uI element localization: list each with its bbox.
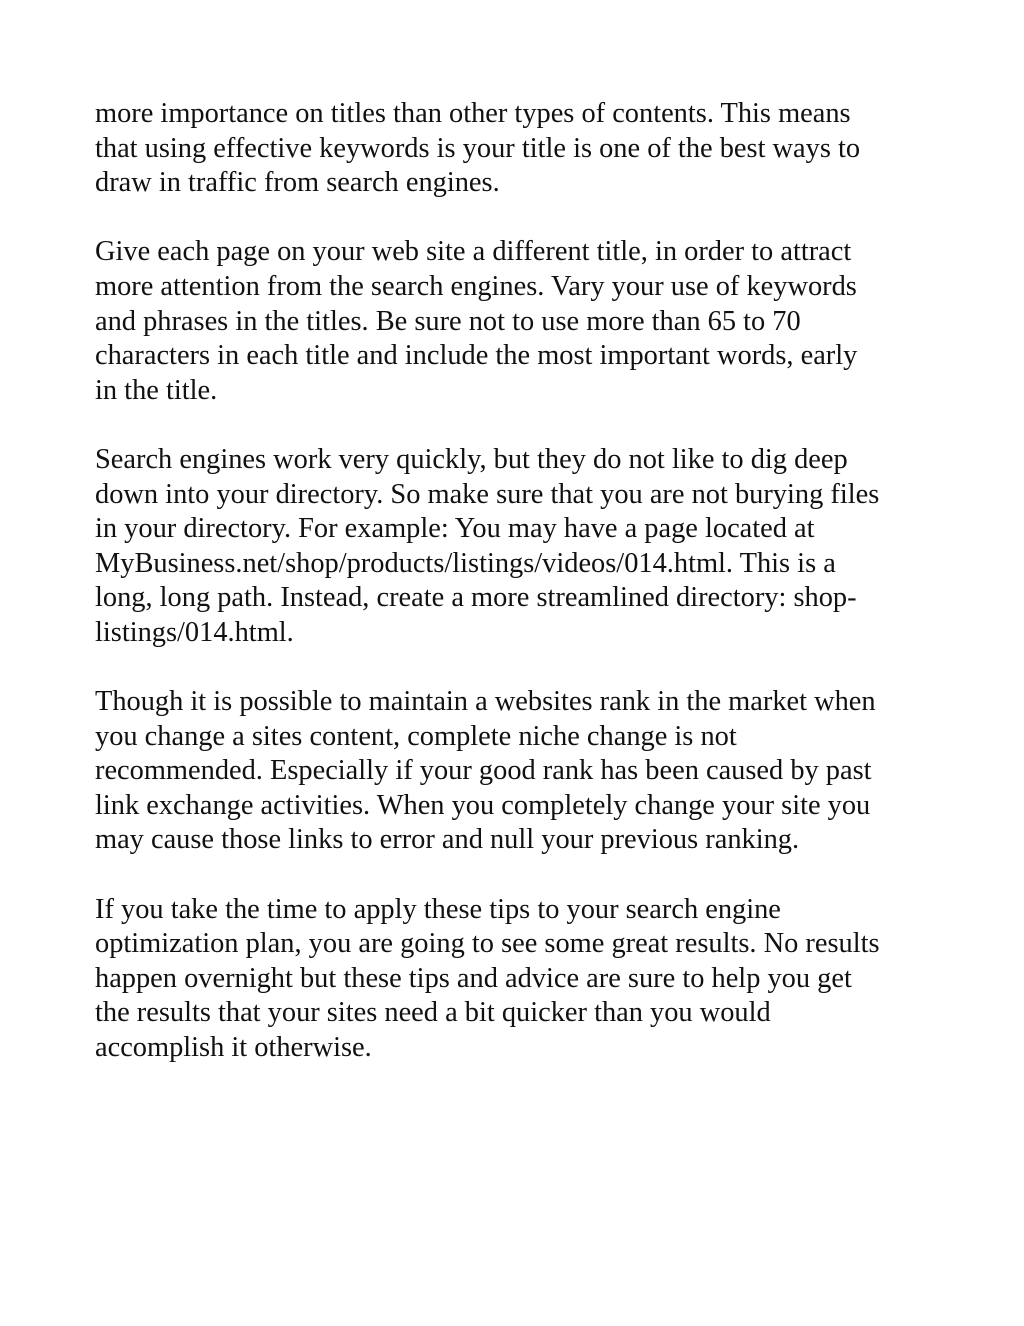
- paragraph-2: [95, 235, 955, 408]
- text-line: in the title.: [95, 374, 218, 406]
- paragraph-5: [95, 893, 955, 1066]
- paragraph-3: [95, 443, 955, 651]
- text-line: Give each page on your web site a different title, in order to attract: [95, 236, 852, 268]
- text-line: optimization plan, you are going to see some great results. No results: [95, 928, 880, 960]
- document-body: [95, 97, 955, 1100]
- text-line: down into your directory. So make sure that you are not burying files: [95, 478, 880, 510]
- text-line: recommended. Especially if your good rank has been caused by past: [95, 755, 872, 787]
- text-line: MyBusiness.net/shop/products/listings/videos/014.html. This is a: [95, 547, 836, 579]
- text-line: more importance on titles than other types of contents. This means: [95, 98, 851, 129]
- text-line: characters in each title and include the most important words, early: [95, 340, 858, 372]
- text-line: that using effective keywords is your title is one of the best ways to: [95, 132, 861, 164]
- text-line: and phrases in the titles. Be sure not to use more than 65 to 70: [95, 305, 801, 337]
- text-line: may cause those links to error and null your previous ranking.: [95, 824, 800, 856]
- text-line: more attention from the search engines. Vary your use of keywords: [95, 270, 857, 302]
- text-line: listings/014.html.: [95, 616, 294, 648]
- text-line: in your directory. For example: You may have a page located at: [95, 513, 815, 545]
- text-line: you change a sites content, complete niche change is not: [95, 720, 737, 752]
- paragraph-4: [95, 685, 955, 858]
- text-line: happen overnight but these tips and advice are sure to help you get: [95, 962, 852, 994]
- text-line: Search engines work very quickly, but they do not like to dig deep: [95, 443, 848, 475]
- text-line: If you take the time to apply these tips to your search engine: [95, 893, 781, 925]
- text-line: the results that your sites need a bit quicker than you would: [95, 997, 771, 1029]
- text-line: long, long path. Instead, create a more streamlined directory: shop-: [95, 582, 857, 614]
- text-line: draw in traffic from search engines.: [95, 167, 500, 199]
- paragraph-1: [95, 97, 955, 201]
- text-line: accomplish it otherwise.: [95, 1032, 372, 1064]
- text-line: Though it is possible to maintain a websites rank in the market when: [95, 686, 876, 718]
- text-line: link exchange activities. When you completely change your site you: [95, 789, 871, 821]
